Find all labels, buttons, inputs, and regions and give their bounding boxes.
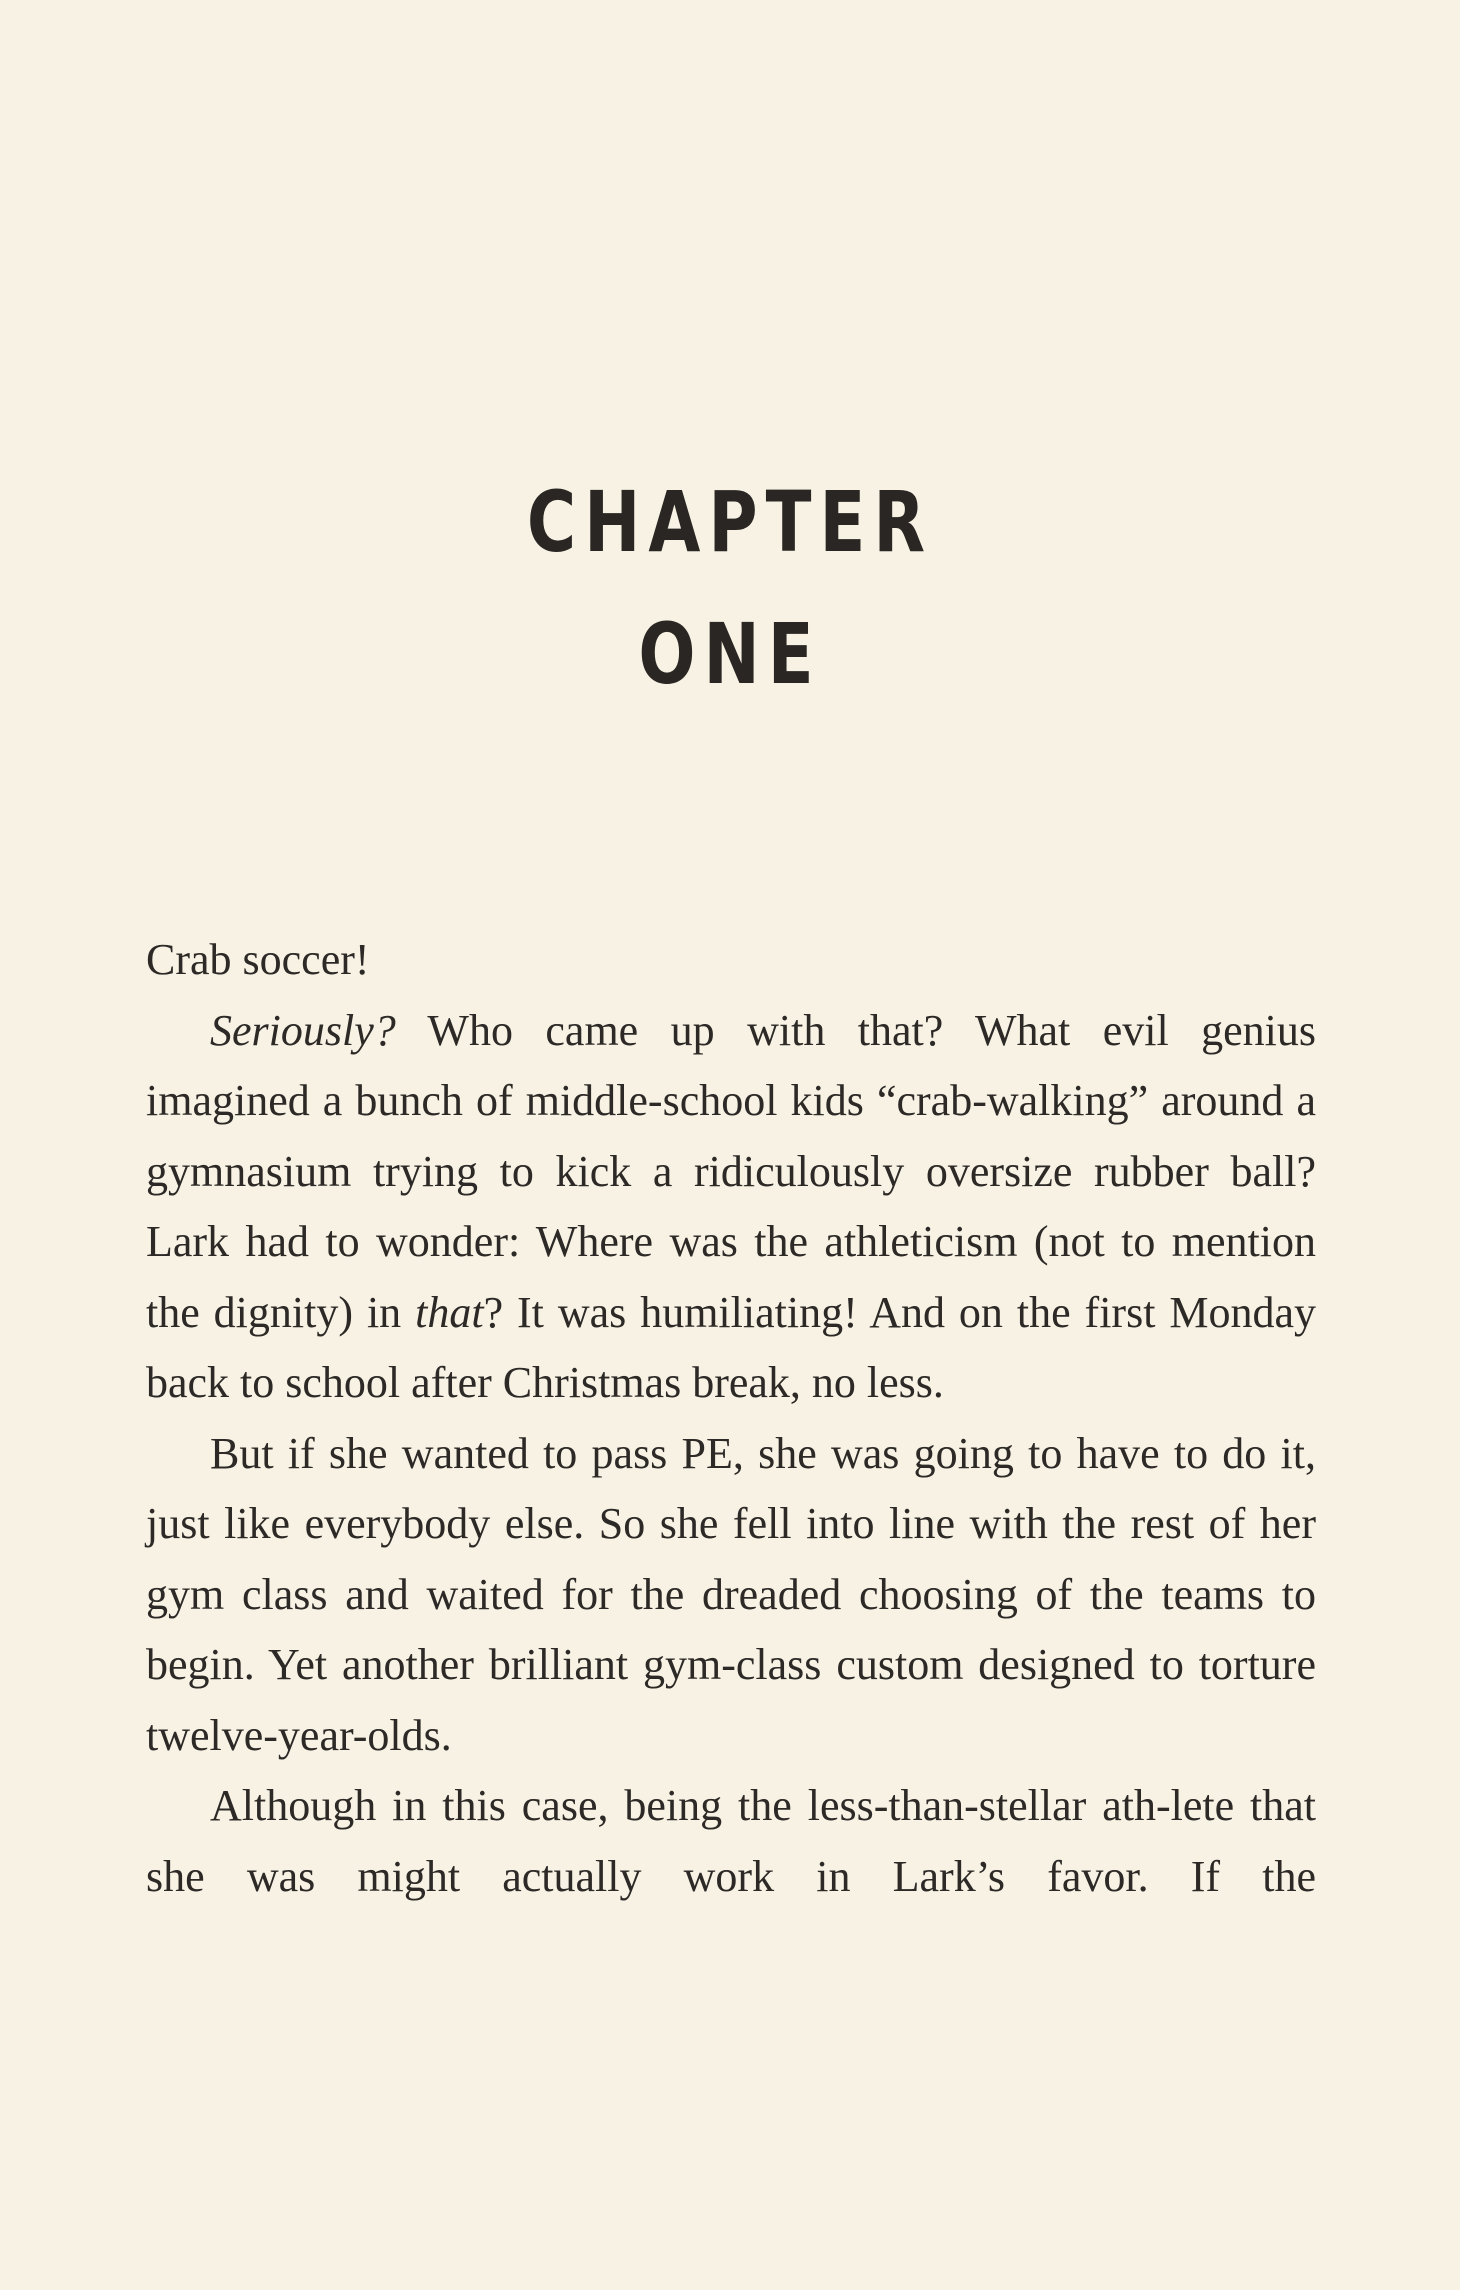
- chapter-body-text: [146, 925, 1316, 1912]
- text-segment: Crab soccer!: [146, 935, 370, 984]
- paragraph: [146, 996, 1316, 1419]
- paragraph: [146, 925, 1316, 996]
- paragraph: [146, 1771, 1316, 1912]
- text-segment: But if she wanted to pass PE, she was going to have to do it, just like everybody else. So she fell into line with the rest of her gym class and waited for the dreaded choosing of the teams to begin. Yet another brilliant gym-class custom designed to torture twelve-year-olds.: [146, 1428, 1316, 1760]
- chapter-heading-line-2: ONE: [638, 605, 822, 703]
- paragraph: [146, 1419, 1316, 1772]
- text-segment: Although in this case, being the less-than-stellar ath-lete that she was might actually work in Lark’s favor. If the: [146, 1781, 1316, 1901]
- text-segment: ? It was humiliating! And on the first Monday back to school after Christmas break, no less.: [146, 1287, 1316, 1407]
- chapter-heading-line-1: CHAPTER: [526, 473, 934, 571]
- text-segment: Who came up with that? What evil genius imagined a bunch of middle-school kids “crab-walking” around a gymnasium trying to kick a ridiculously oversize rubber ball? Lark had to wonder: Where was the athleticism (not to mention the dignity) in: [146, 1005, 1316, 1337]
- italic-text-segment: Seriously?: [210, 1005, 396, 1055]
- italic-text-segment: that: [415, 1287, 484, 1337]
